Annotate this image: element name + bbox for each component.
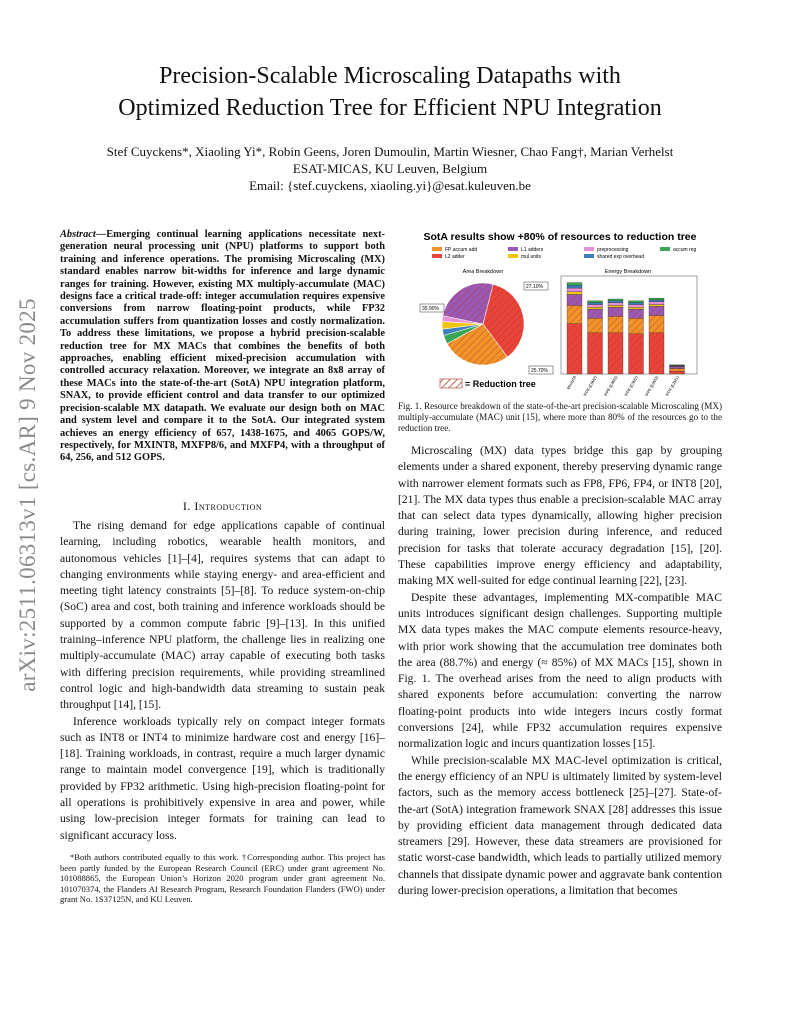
paper-title	[60, 60, 720, 124]
energy-bar-hatch	[567, 305, 582, 323]
email: Email: {stef.cuyckens, xiaoling.yi}@esat.kuleuven.be	[249, 178, 531, 193]
legend-label: FP accum add	[445, 247, 478, 253]
energy-bar-hatch	[588, 318, 603, 333]
energy-bar-hatch	[608, 333, 623, 374]
energy-bar-segment	[588, 301, 603, 303]
title-line-1: Precision-Scalable Microscaling Datapaths with	[159, 63, 621, 89]
abstract	[60, 229, 385, 465]
energy-breakdown-title: Energy Breakdown	[604, 269, 652, 275]
legend-swatch	[584, 254, 594, 258]
energy-bar-segment	[608, 299, 623, 301]
reduction-tree-label: = Reduction tree	[465, 379, 536, 389]
energy-bar-segment	[629, 301, 644, 303]
legend-label: L2 adder	[445, 254, 465, 260]
abstract-label: Abstract	[60, 229, 96, 240]
energy-bar-hatch	[629, 334, 644, 374]
energy-bar-segment	[567, 283, 582, 286]
legend-label: L1 adders	[521, 247, 544, 253]
figure-caption: Fig. 1. Resource breakdown of the state-of-the-art precision-scalable Microscaling (MX) multiply-accumulate (MAC) unit [15], where more than 80% of the resources go to the reduction tree.	[398, 401, 722, 433]
footnote-text: *Both authors contributed equally to this work. †Corresponding author. This project has been partly funded by the European Research Council (ERC) under grant agreement No. 101088865, the European Union’s Horizon 2020 program under grant agreement No. 101070374, the Flanders AI Research Program, Research Foundation Flanders (FWO) under grant No. 1S37125N, and KU Leuven.	[60, 852, 385, 905]
title-line-2: Optimized Reduction Tree for Efficient NPU Integration	[118, 95, 662, 121]
bar-category-label: MXFP8 (E4M3)	[600, 375, 619, 396]
energy-bar-hatch	[608, 316, 623, 332]
energy-bar-hatch	[649, 333, 664, 374]
energy-bar-hatch	[608, 307, 623, 316]
right-paragraph-3: While precision-scalable MX MAC-level optimization is critical, the energy efficiency of an NPU is ultimately limited by system-level factors, such as the memory access bottleneck [25]–[27]. State-of-the-art (SotA) integration framework SNAX [28] addresses this issue by providing efficient data management through dedicated data streamers [29]. However, these data streamers are provisioned for static worst-case bandwidth, which leads to partially utilized memory channels that dissipate dynamic power and aggravate bank contention during lower-precision operations, a limitation that becomes	[398, 753, 722, 898]
arxiv-side-label: arXiv:2511.06313v1 [cs.AR] 9 Nov 2025	[15, 298, 40, 692]
legend-swatch	[432, 254, 442, 258]
energy-bar-hatch	[649, 306, 664, 315]
section-heading: I. Introduction	[182, 499, 263, 513]
legend-swatch	[584, 247, 594, 251]
energy-bar-hatch	[588, 309, 603, 318]
bar-category-label: MXFP6 (E3M2)	[620, 375, 639, 396]
energy-bar-hatch	[670, 367, 685, 369]
bar-category-label: MXINT8	[565, 375, 578, 391]
energy-bar-segment	[588, 305, 603, 308]
legend-label: mul units	[521, 254, 542, 260]
bar-category-label: MXFP8 (E5M2)	[579, 375, 598, 396]
figure-title: SotA results show +80% of resources to reduction tree	[423, 231, 697, 243]
area-breakdown-title: Area Breakdown	[462, 269, 504, 275]
energy-bar-chart	[561, 276, 697, 396]
intro-paragraph-2: Inference workloads typically rely on compact integer formats such as INT8 or INT4 to minimize hardware cost and energy [16]–[18]. Training workloads, in contrast, require a much larger dynamic range to maintain model convergence [19], which is traditionally provided by FP32 arithmetic. Using high-precision floating-point for all operations is prohibitively expensive in area and power, while using low-precision integer formats for training can lead to significant accuracy loss.	[60, 714, 385, 842]
energy-bar-segment	[649, 298, 664, 300]
abstract-text: —Emerging continual learning applications necessitate next-generation neural processing unit (NPU) platforms to support both training and inference operations. The promising Microscaling (MX) standard enables narrow bit-widths for inference and large dynamic ranges for training. However, existing MX multiply-accumulate (MAC) designs face a critical trade-off: integer accumulation requires expensive conversions from narrow floating-point products, while FP32 accumulation suffers from quantization losses and costly normalization. To address these limitations, we propose a hybrid precision-scalable reduction tree for MX MACs that combines the benefits of both approaches, enabling efficient mixed-precision accumulation with controlled accuracy relaxation. Moreover, we integrate an 8x8 array of these MACs into the state-of-the-art (SotA) NPU integration platform, SNAX, to provide efficient control and data transfer to our optimized precision-scalable MX datapath. We evaluate our design both on MAC and system level and compare it to the SotA. Our integrated system achieves an energy efficiency of 657, 1438-1675, and 4065 GOPS/W, respectively, for MXINT8, MXFP8/6, and MXFP4, with a throughput of 64, 256, and 512 GOPS.	[60, 229, 385, 464]
energy-bar-hatch	[649, 315, 664, 332]
energy-bar-hatch	[567, 294, 582, 305]
pie-label: 27.10%	[526, 284, 543, 290]
energy-bar-hatch	[670, 369, 685, 372]
pie-label: 25.70%	[531, 368, 548, 374]
figure-1	[398, 226, 722, 396]
energy-bar-hatch	[567, 324, 582, 374]
energy-bar-segment	[588, 307, 603, 309]
reduction-tree-swatch	[440, 379, 462, 388]
energy-bar-segment	[649, 300, 664, 302]
intro-paragraph-1: The rising demand for edge applications capable of continual learning, including robotics, wearable health monitors, and autonomous vehicles [1]–[4], requires systems that can adapt to changing environments while staying energy- and area-efficient and meeting tight latency constraints [5]–[8]. To reduce system-on-chip (SoC) area and cost, both training and inference workloads should be supported by a common compute fabric [9]–[13]. In this unified training–inference NPU platform, the challenge lies in realizing one multiply-accumulate (MAC) array capable of executing both tasks with differing precision requirements, while providing streamlined control logic and high-bandwidth data streaming to sustain peak throughput [14], [15].	[60, 519, 385, 712]
energy-bar-segment	[567, 292, 582, 295]
energy-bar-segment	[608, 301, 623, 303]
area-pie-chart	[442, 283, 524, 365]
energy-bar-segment	[567, 285, 582, 288]
energy-bar-segment	[649, 305, 664, 307]
energy-bar-hatch	[629, 318, 644, 334]
intro-left-column	[60, 518, 385, 844]
energy-bar-segment	[629, 307, 644, 309]
energy-bar-hatch	[629, 309, 644, 318]
pie-label: 35.90%	[422, 306, 439, 312]
energy-bar-segment	[629, 305, 644, 308]
intro-right-column	[398, 443, 722, 899]
bar-category-label: MXFP4 (E2M1)	[661, 375, 680, 396]
energy-bar-hatch	[670, 371, 685, 374]
footnote	[60, 852, 385, 905]
figure-legend	[432, 247, 697, 260]
legend-swatch	[432, 247, 442, 251]
legend-swatch	[660, 247, 670, 251]
energy-bar-segment	[608, 305, 623, 307]
energy-bar-hatch	[588, 333, 603, 374]
legend-label: accum reg	[673, 247, 697, 253]
energy-bar-segment	[567, 288, 582, 292]
legend-swatch	[508, 254, 518, 258]
legend-label: preprocessing	[597, 247, 629, 253]
energy-bar-segment	[608, 303, 623, 306]
affiliation: ESAT-MICAS, KU Leuven, Belgium	[292, 161, 488, 176]
legend-label: shared exp overhead	[597, 254, 644, 260]
energy-bar-segment	[588, 303, 603, 305]
energy-bar-segment	[629, 303, 644, 305]
legend-swatch	[508, 247, 518, 251]
energy-bar-segment	[649, 302, 664, 305]
figure-svg	[398, 226, 722, 396]
right-paragraph-2: Despite these advantages, implementing MX-compatible MAC units introduces significant design challenges. Supporting multiple MX data types makes the MAC compute elements resource-heavy, with prior work showing that the accumulation tree dominates both the area (88.7%) and energy (≈ 85%) of MX MACs [15], shown in Fig. 1. The overhead arises from the need to align products with shared exponents before accumulation: converting the narrow floating-point products into wide integers incurs costly format conversions [24], while FP32 accumulation requires expensive normalization logic and incurs quantization losses [15].	[398, 590, 722, 751]
right-paragraph-1: Microscaling (MX) data types bridge this gap by grouping elements under a shared exponent, thereby preserving dynamic range with narrower element formats such as FP8, FP6, FP4, or INT8 [20], [21]. The MX data types thus enable a precision-scalable MAC array that can select data types dynamically, allowing higher precision during training, lower precision during inference, and reduced precision for tasks that tolerate accuracy degradation [15], [20]. These capabilities improve energy efficiency and adaptability, making MX well-suited for edge continual learning [22], [23].	[398, 444, 722, 588]
bar-category-label: MXFP6 (E2M3)	[641, 375, 660, 396]
author-list: Stef Cuyckens*, Xiaoling Yi*, Robin Geens, Joren Dumoulin, Martin Wiesner, Chao Fang†, Marian Verhelst	[106, 144, 674, 159]
